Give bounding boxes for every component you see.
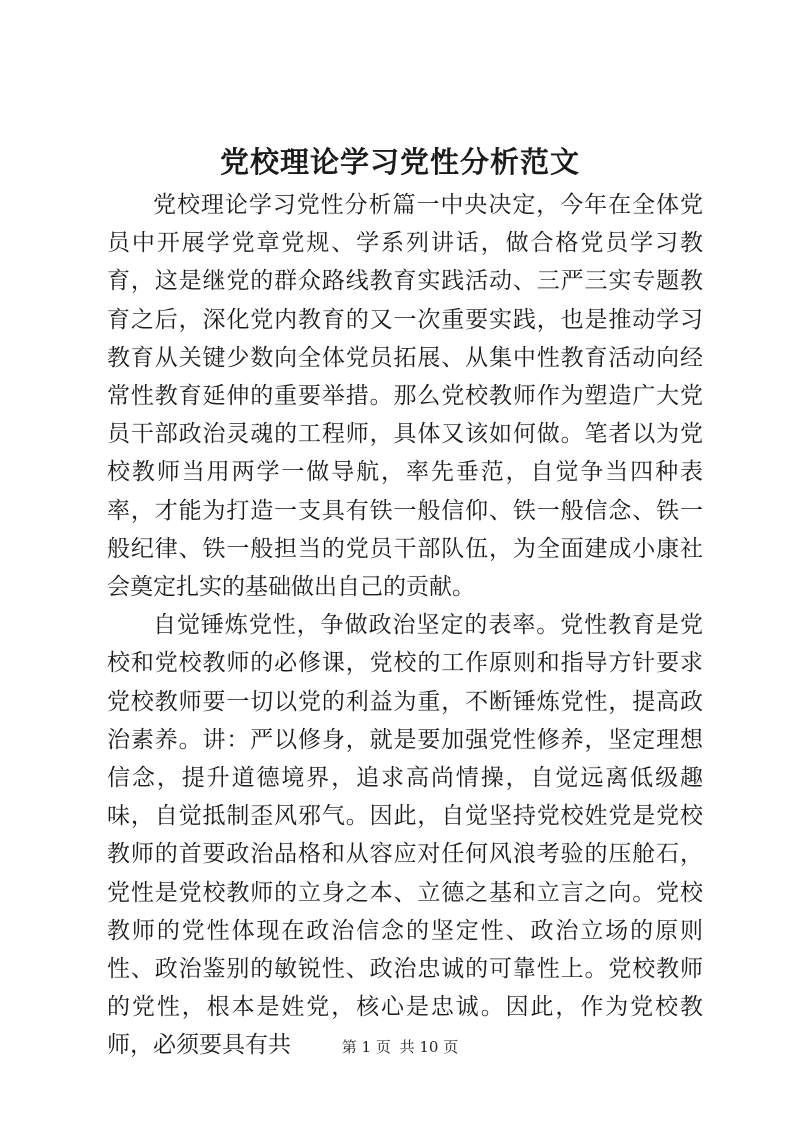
document-title: 党校理论学习党性分析范文 bbox=[219, 145, 580, 179]
document-body bbox=[107, 186, 703, 1065]
page-footer bbox=[0, 1037, 800, 1057]
paragraph-party-spirit: 自觉锤炼党性，争做政治坚定的表率。党性教育是党校和党校教师的必修课，党校的工作原则和指导方针要求党校教师要一切以党的利益为重，不断锤炼党性，提高政治素养。讲：严以修身，就是要加强党性修养，坚定理想信念，提升道德境界，追求高尚情操，自觉远离低级趣味，自觉抵制歪风邪气。因此，自觉坚持党校姓党是党校教师的首要政治品格和从容应对任何风浪考验的压舱石，党性是党校教师的立身之本、立德之基和立言之向。党校教师的党性体现在政治信念的坚定性、政治立场的原则性、政治鉴别的敏锐性、政治忠诚的可靠性上。党校教师的党性，根本是姓党，核心是忠诚。因此，作为党校教师，必须要具有共 bbox=[107, 612, 703, 1059]
page-number: 第 1 页 bbox=[341, 1038, 391, 1056]
paragraph-intro: 党校理论学习党性分析篇一中央决定，今年在全体党员中开展学党章党规、学系列讲话，做合格党员学习教育，这是继党的群众路线教育实践活动、三严三实专题教育之后，深化党内教育的又一次重要实践，也是推动学习教育从关键少数向全体党员拓展、从集中性教育活动向经常性教育延伸的重要举措。那么党校教师作为塑造广大党员干部政治灵魂的工程师，具体又该如何做。笔者以为党校教师当用两学一做导航，率先垂范，自觉争当四种表率，才能为打造一支具有铁一般信仰、铁一般信念、铁一般纪律、铁一般担当的党员干部队伍，为全面建成小康社会奠定扎实的基础做出自己的贡献。 bbox=[107, 192, 703, 601]
page-total: 共 10 页 bbox=[399, 1038, 459, 1056]
